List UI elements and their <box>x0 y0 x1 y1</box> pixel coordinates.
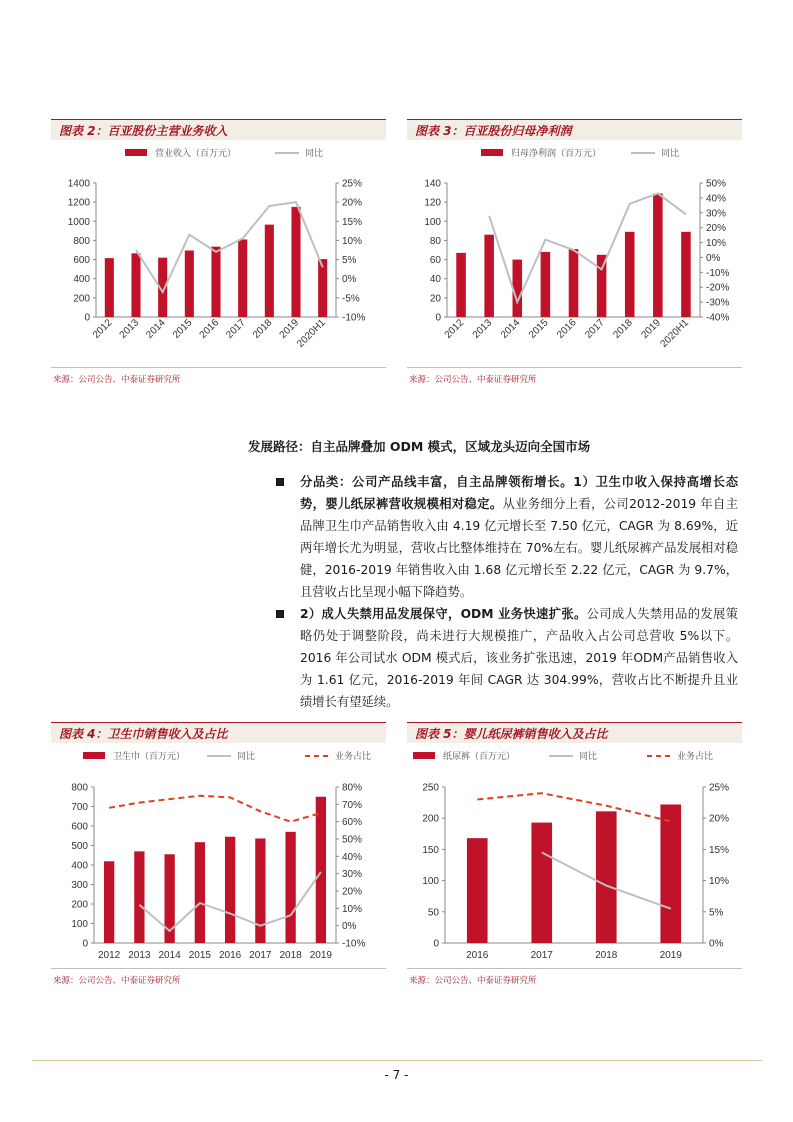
bar-2012 <box>105 258 114 317</box>
y-left-tick-label: 800 <box>73 235 90 247</box>
figure-3-chart <box>407 139 742 364</box>
legend-label: 营业收入（百万元） <box>155 149 237 159</box>
legend-label: 同比 <box>661 149 680 159</box>
y-right-tick-label: 40% <box>706 193 727 205</box>
y-right-tick-label: -10% <box>342 312 366 324</box>
figure-2-source: 来源：公司公告、中泰证券研究所 <box>53 375 181 385</box>
y-left-tick-label: 120 <box>424 197 441 209</box>
y-left-tick-label: 200 <box>422 813 439 825</box>
paragraph-1-lead: 分品类：公司产品线丰富，自主品牌领衔增长。1）卫生巾收入保持高增长态势，婴儿纸尿裤营收规模相对稳定。 <box>300 475 738 511</box>
y-right-tick-label: 70% <box>342 799 363 811</box>
y-right-tick-label: 5% <box>709 907 724 919</box>
y-right-tick-label: 40% <box>342 851 363 863</box>
series-line-dashed <box>477 793 671 821</box>
x-tick-label: 2016 <box>197 317 222 341</box>
bar-2020H1 <box>681 232 691 317</box>
x-tick-label: 2016 <box>555 317 579 341</box>
bar-2013 <box>131 253 140 317</box>
bar-2019 <box>316 797 326 943</box>
bar-2015 <box>195 842 205 943</box>
y-right-tick-label: 30% <box>706 208 727 220</box>
y-right-tick-label: 50% <box>706 178 727 190</box>
bar-2019 <box>653 194 663 317</box>
y-right-tick-label: -5% <box>342 293 360 305</box>
x-tick-label: 2020H1 <box>658 317 692 350</box>
figure-2 <box>51 119 386 394</box>
paragraph-1-body: 从业务细分上看，公司2012-2019 年自主品牌卫生巾产品销售收入由 4.19 亿元增长至 7.50 亿元，CAGR 为 8.69%，近两年增长尤为明显，营收占比整体维持在 70%左右。婴儿纸尿裤产品发展相对稳健，2016-2019 年销售收入由 1.68 亿元增长至 2.22 亿元，CAGR 为 9.7%，且营收占比呈现小幅下降趋势。 <box>300 497 738 599</box>
y-right-tick-label: 15% <box>709 844 730 856</box>
y-right-tick-label: 0% <box>706 252 721 264</box>
figure-5-caption-bar <box>407 722 742 743</box>
y-left-tick-label: 500 <box>71 841 88 852</box>
y-right-tick-label: 0% <box>709 938 724 950</box>
y-right-tick-label: -40% <box>706 312 730 324</box>
figure-5-source: 来源：公司公告、中泰证券研究所 <box>409 976 537 986</box>
figure-5-caption: 图表 5：婴儿纸尿裤销售收入及占比 <box>415 727 608 741</box>
figure-3-caption: 图表 3：百亚股份归母净利润 <box>415 124 572 138</box>
figure-4-caption: 图表 4：卫生巾销售收入及占比 <box>59 727 228 741</box>
x-tick-label: 2013 <box>470 317 495 341</box>
y-left-tick-label: 1400 <box>67 178 90 190</box>
y-left-tick-label: 150 <box>422 844 439 856</box>
figure-2-caption: 图表 2：百亚股份主营业务收入 <box>59 124 228 138</box>
paragraph-2-body: 公司成人失禁用品的发展策略仍处于调整阶段，尚未进行大规模推广，产品收入占公司总营收 5%以下。2016 年公司试水 ODM 模式后，该业务扩张迅速，2019 年ODM产品销售收入为 1.61 亿元，2016-2019 年间 CAGR 达 304.99%，营收占比不断提升且业绩增长有望延续。 <box>300 607 738 709</box>
x-tick-label: 2019 <box>309 950 332 961</box>
page-number: - 7 - <box>384 1068 409 1082</box>
legend-label: 同比 <box>305 149 324 159</box>
y-left-tick-label: 250 <box>422 782 439 794</box>
y-right-tick-label: 10% <box>342 235 363 247</box>
y-right-tick-label: 25% <box>709 782 730 794</box>
y-right-tick-label: 20% <box>706 223 727 235</box>
series-line-dashed <box>109 796 321 822</box>
x-tick-label: 2015 <box>188 950 211 961</box>
y-right-tick-label: 20% <box>709 813 730 825</box>
section-heading: 发展路径：自主品牌叠加 ODM 模式，区域龙头迈向全国市场 <box>248 439 591 454</box>
x-tick-label: 2014 <box>498 317 523 341</box>
figure-3-source-rule <box>407 367 742 368</box>
x-tick-label: 2019 <box>277 317 302 341</box>
x-tick-label: 2012 <box>90 317 115 341</box>
x-tick-label: 2019 <box>659 950 682 961</box>
legend-label: 业务占比 <box>677 752 714 762</box>
legend-label: 业务占比 <box>335 752 372 762</box>
y-left-tick-label: 140 <box>424 178 441 190</box>
x-tick-label: 2018 <box>250 317 275 341</box>
x-tick-label: 2017 <box>583 317 607 341</box>
y-left-tick-label: 600 <box>71 821 88 833</box>
figure-2-caption-bar <box>51 119 386 140</box>
bar-2016 <box>225 837 235 943</box>
y-right-tick-label: 60% <box>342 817 363 829</box>
y-left-tick-label: 0 <box>435 312 441 324</box>
x-tick-label: 2019 <box>639 317 663 341</box>
bar-2017 <box>531 823 552 943</box>
figure-2-chart <box>51 139 386 364</box>
y-left-tick-label: 60 <box>429 255 441 267</box>
figure-4-chart <box>51 742 386 967</box>
y-left-tick-label: 400 <box>73 274 90 286</box>
x-tick-label: 2012 <box>442 317 467 341</box>
y-left-tick-label: 700 <box>71 802 88 813</box>
y-left-tick-label: 100 <box>422 876 439 888</box>
bullet-2 <box>276 610 284 618</box>
y-right-tick-label: 10% <box>706 238 727 250</box>
y-right-tick-label: 5% <box>342 255 357 267</box>
legend-label: 纸尿裤（百万元） <box>443 752 516 762</box>
x-tick-label: 2013 <box>128 950 151 961</box>
figure-4-caption-bar <box>51 722 386 743</box>
x-tick-label: 2016 <box>219 950 242 961</box>
bar-2014 <box>512 260 522 317</box>
bar-2015 <box>541 252 551 317</box>
y-right-tick-label: 10% <box>709 876 730 888</box>
y-right-tick-label: 15% <box>342 216 363 228</box>
legend-label: 同比 <box>579 752 598 762</box>
y-right-tick-label: -20% <box>706 282 730 294</box>
legend-swatch-bar <box>125 149 147 156</box>
legend-label: 归母净利润（百万元） <box>511 149 602 159</box>
y-left-tick-label: 40 <box>429 274 441 286</box>
bar-2018 <box>625 232 635 317</box>
bar-2020H1 <box>318 259 327 317</box>
y-right-tick-label: 80% <box>342 782 363 794</box>
y-right-tick-label: -10% <box>706 267 730 279</box>
y-right-tick-label: 20% <box>342 886 363 898</box>
x-tick-label: 2018 <box>595 950 618 961</box>
figure-4-source: 来源：公司公告、中泰证券研究所 <box>53 976 181 986</box>
x-tick-label: 2015 <box>170 317 195 341</box>
bar-2018 <box>285 832 295 943</box>
bullet-1 <box>276 478 284 486</box>
y-right-tick-label: 10% <box>342 903 363 915</box>
legend-swatch-bar <box>413 752 435 759</box>
y-left-tick-label: 600 <box>73 255 90 267</box>
x-tick-label: 2014 <box>158 950 181 961</box>
y-right-tick-label: 20% <box>342 197 363 209</box>
x-tick-label: 2014 <box>144 317 168 341</box>
bar-2012 <box>104 861 114 943</box>
bar-2012 <box>456 253 466 317</box>
bar-2018 <box>265 225 274 317</box>
y-left-tick-label: 0 <box>84 312 90 324</box>
x-tick-label: 2017 <box>224 317 248 341</box>
legend-swatch-bar <box>83 752 105 759</box>
legend-label: 同比 <box>237 752 256 762</box>
y-left-tick-label: 200 <box>73 293 90 305</box>
x-tick-label: 2017 <box>530 950 553 961</box>
x-tick-label: 2017 <box>249 950 272 961</box>
y-left-tick-label: 20 <box>429 293 441 305</box>
y-right-tick-label: 30% <box>342 869 363 881</box>
figure-2-source-rule <box>51 367 386 368</box>
bar-2013 <box>484 235 494 317</box>
y-left-tick-label: 1200 <box>67 197 90 209</box>
y-left-tick-label: 800 <box>71 782 88 794</box>
bar-2015 <box>185 250 194 317</box>
footer-rule <box>32 1060 762 1061</box>
y-right-tick-label: 0% <box>342 921 357 933</box>
paragraph-2 <box>300 603 738 713</box>
legend-label: 卫生巾（百万元） <box>113 752 186 762</box>
x-tick-label: 2015 <box>526 317 551 341</box>
y-right-tick-label: -10% <box>342 938 366 950</box>
y-left-tick-label: 100 <box>424 216 441 228</box>
bar-2017 <box>238 239 247 317</box>
bar-2017 <box>597 255 607 317</box>
y-right-tick-label: -30% <box>706 297 730 309</box>
bar-2017 <box>255 838 265 943</box>
paragraph-1 <box>300 471 738 603</box>
y-left-tick-label: 0 <box>82 938 88 950</box>
figure-3-caption-bar <box>407 119 742 140</box>
y-left-tick-label: 1000 <box>67 216 90 228</box>
x-tick-label: 2018 <box>611 317 635 341</box>
y-left-tick-label: 0 <box>433 938 439 950</box>
y-left-tick-label: 50 <box>427 907 439 919</box>
bar-2013 <box>134 851 144 943</box>
y-left-tick-label: 80 <box>429 235 441 247</box>
bar-2016 <box>467 838 488 943</box>
x-tick-label: 2012 <box>98 950 121 961</box>
figure-4-source-rule <box>51 968 386 969</box>
figure-3 <box>407 119 742 394</box>
bar-2019 <box>291 207 300 317</box>
y-left-tick-label: 200 <box>71 899 88 911</box>
figure-3-source: 来源：公司公告、中泰证券研究所 <box>409 375 537 385</box>
x-tick-label: 2016 <box>466 950 489 961</box>
bar-2016 <box>211 247 220 317</box>
y-left-tick-label: 300 <box>71 880 88 891</box>
figure-5 <box>407 722 742 994</box>
y-right-tick-label: 25% <box>342 178 363 190</box>
y-right-tick-label: 50% <box>342 834 363 846</box>
bar-2018 <box>596 811 617 943</box>
figure-5-source-rule <box>407 968 742 969</box>
paragraph-2-lead: 2）成人失禁用品发展保守，ODM 业务快速扩张。 <box>300 607 587 621</box>
figure-5-chart <box>407 742 742 967</box>
figure-4 <box>51 722 386 994</box>
bar-2019 <box>660 804 681 943</box>
y-left-tick-label: 400 <box>71 860 88 872</box>
bar-2016 <box>569 249 579 317</box>
x-tick-label: 2013 <box>117 317 142 341</box>
y-right-tick-label: 0% <box>342 274 357 286</box>
x-tick-label: 2020H1 <box>295 317 328 350</box>
y-left-tick-label: 100 <box>71 919 88 930</box>
legend-swatch-bar <box>481 149 503 156</box>
x-tick-label: 2018 <box>279 950 302 961</box>
